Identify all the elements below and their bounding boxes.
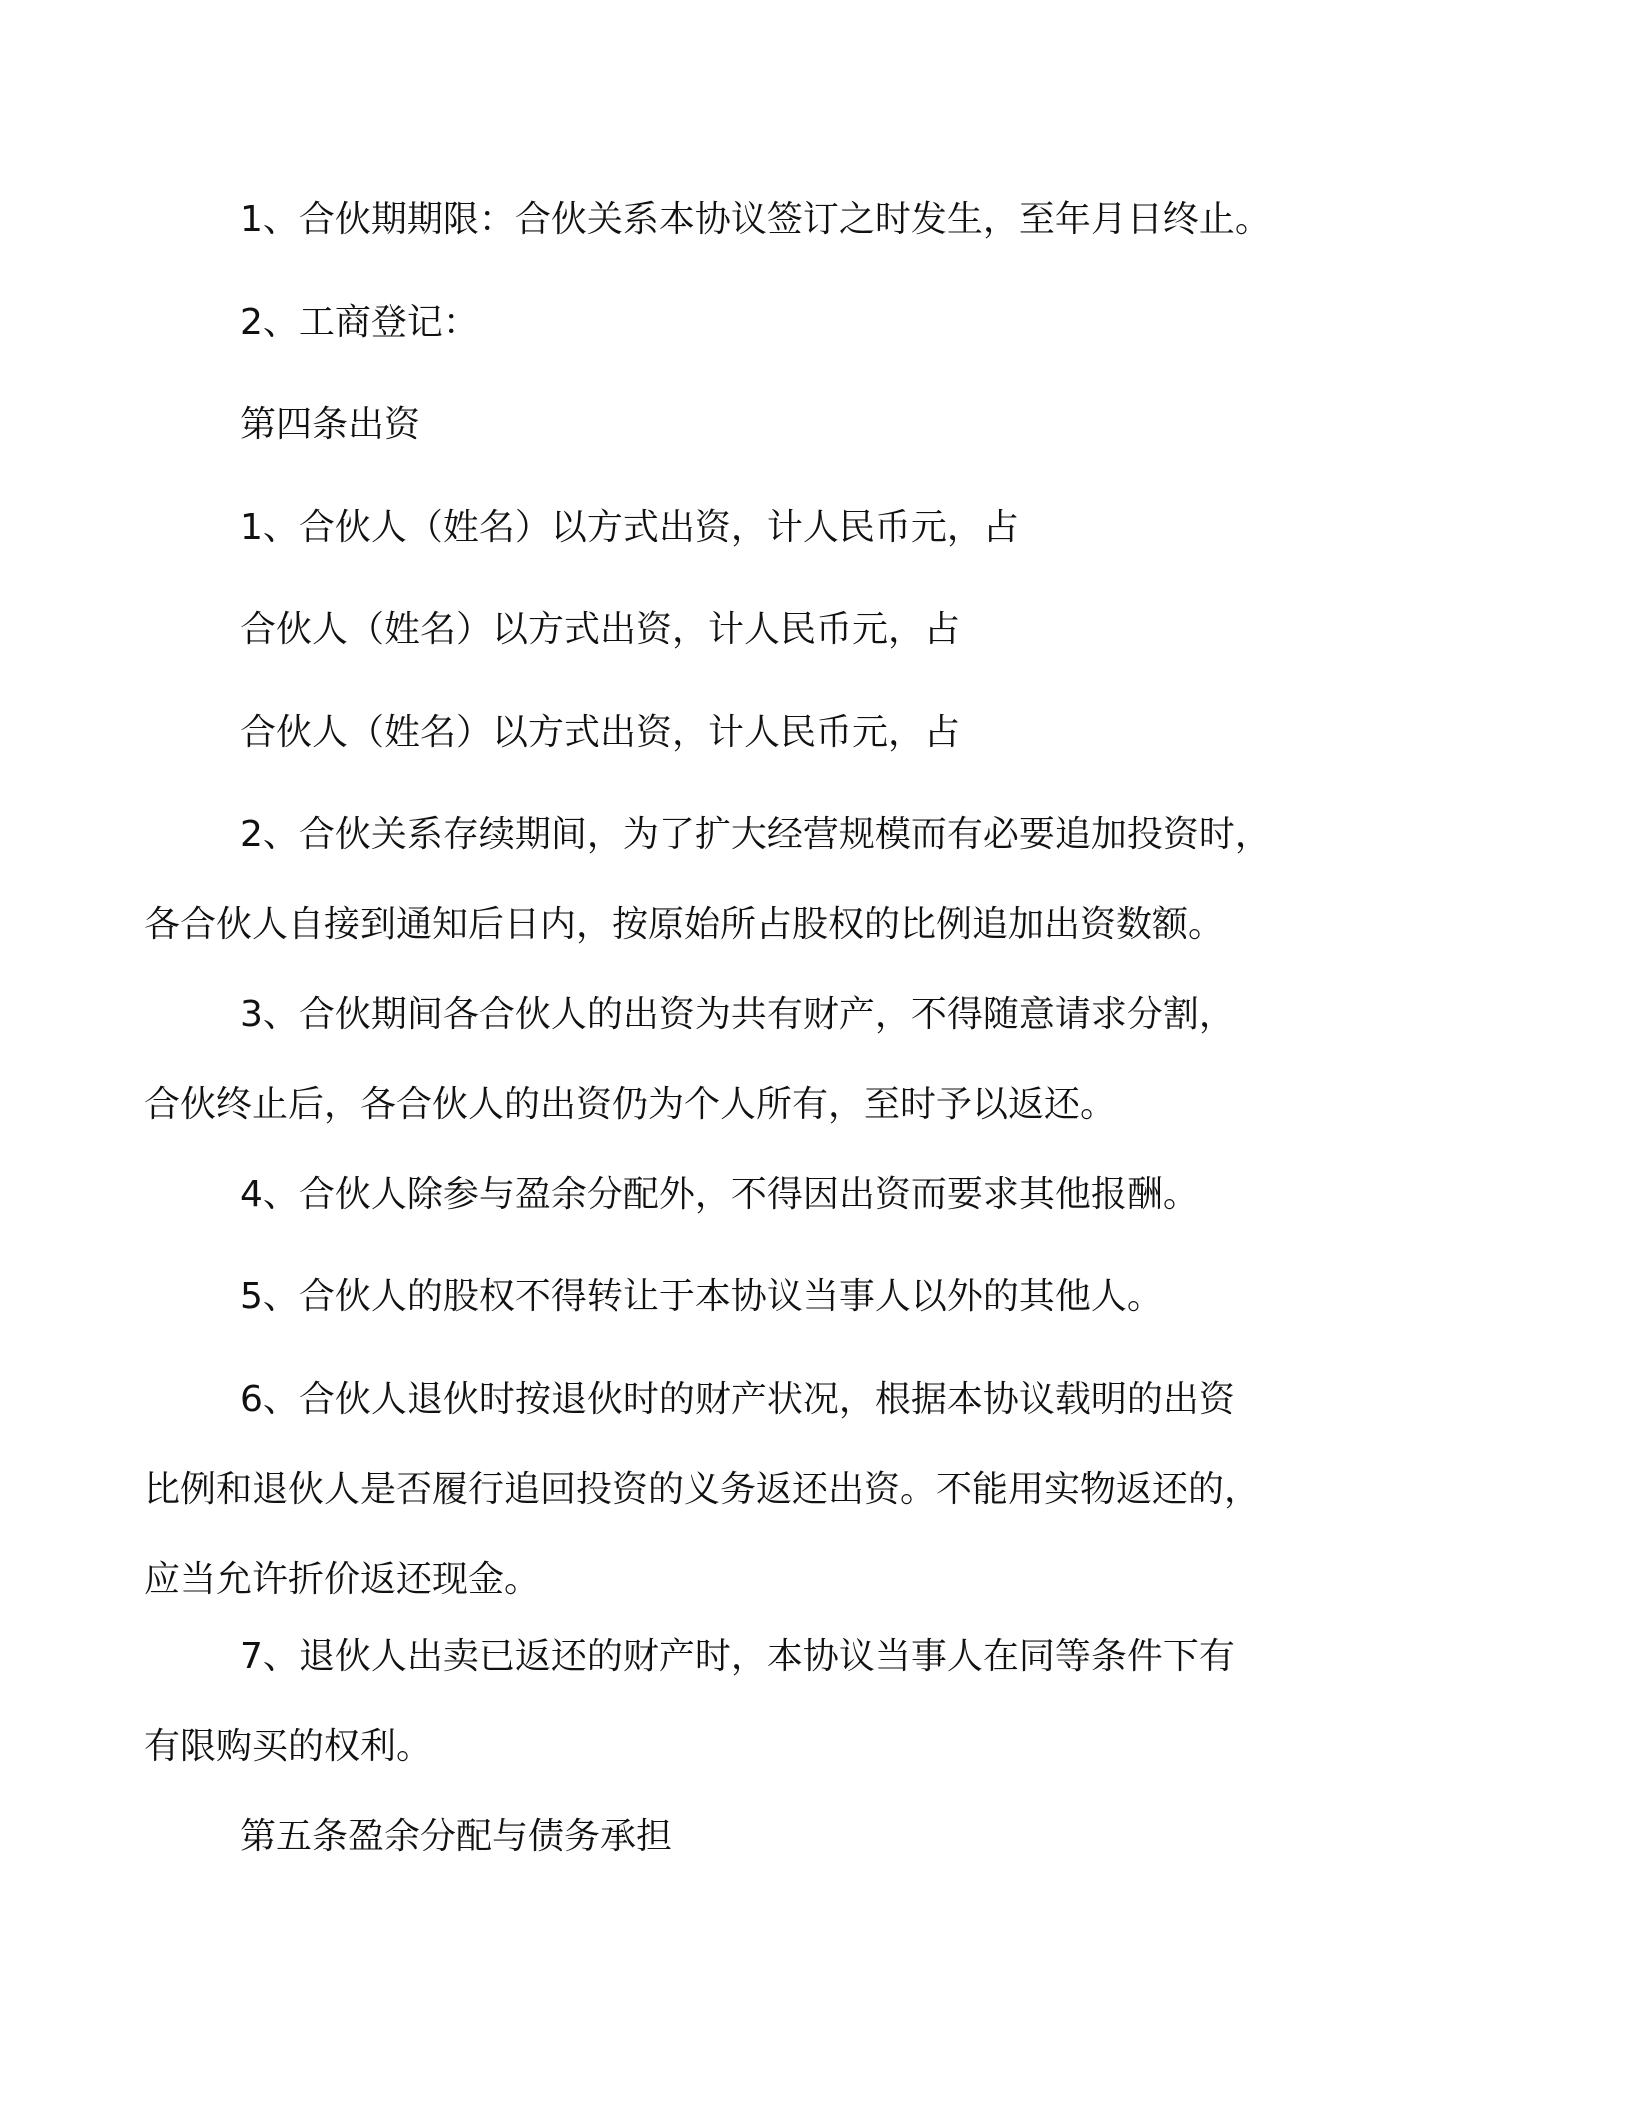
paragraph-share-transfer (240, 1252, 1380, 1342)
text-line: 1、合伙人（姓名）以方式出资，计人民币元，占 (240, 507, 1019, 548)
text-line: 应当允许折价返还现金。 (144, 1559, 541, 1600)
text-line: 6、合伙人退伙时按退伙时的财产状况，根据本协议载明的出资 (240, 1379, 1235, 1420)
text-line: 合伙终止后，各合伙人的出资仍为个人所有，至时予以返还。 (144, 1084, 1117, 1125)
text-line: 合伙人（姓名）以方式出资，计人民币元，占 (240, 609, 961, 650)
text-line: 各合伙人自接到通知后日内，按原始所占股权的比例追加出资数额。 (144, 904, 1225, 945)
paragraph-additional-investment (144, 790, 1380, 970)
text-line: 比例和退伙人是否履行追回投资的义务返还出资。不能用实物返还的， (144, 1469, 1261, 1510)
paragraph-contribution-3 (240, 688, 1380, 778)
text-line: 第四条出资 (240, 404, 421, 445)
paragraph-withdrawal (144, 1355, 1380, 1625)
text-line: 第五条盈余分配与债务承担 (240, 1816, 673, 1857)
text-line: 合伙人（姓名）以方式出资，计人民币元，占 (240, 712, 961, 753)
text-line: 2、合伙关系存续期间，为了扩大经营规模而有必要追加投资时， (240, 814, 1271, 855)
text-line: 3、合伙期间各合伙人的出资为共有财产，不得随意请求分割， (240, 994, 1235, 1035)
text-line: 7、退伙人出卖已返还的财产时，本协议当事人在同等条件下有 (240, 1636, 1235, 1677)
text-line: 5、合伙人的股权不得转让于本协议当事人以外的其他人。 (240, 1276, 1163, 1317)
text-line: 2、工商登记： (240, 302, 479, 343)
text-line: 4、合伙人除参与盈余分配外，不得因出资而要求其他报酬。 (240, 1174, 1199, 1215)
paragraph-common-property (144, 970, 1380, 1150)
text-line: 1、合伙期期限：合伙关系本协议签订之时发生，至年月日终止。 (240, 199, 1271, 240)
paragraph-term (240, 175, 1380, 265)
paragraph-contribution-2 (240, 585, 1380, 675)
paragraph-contribution-1 (240, 483, 1380, 573)
paragraph-registration (240, 278, 1380, 368)
section-heading-article-5 (240, 1792, 1380, 1882)
paragraph-no-other-reward (240, 1150, 1380, 1240)
section-heading-article-4 (240, 380, 1380, 470)
paragraph-preemptive-right (144, 1612, 1380, 1792)
text-line: 有限购买的权利。 (144, 1726, 433, 1767)
